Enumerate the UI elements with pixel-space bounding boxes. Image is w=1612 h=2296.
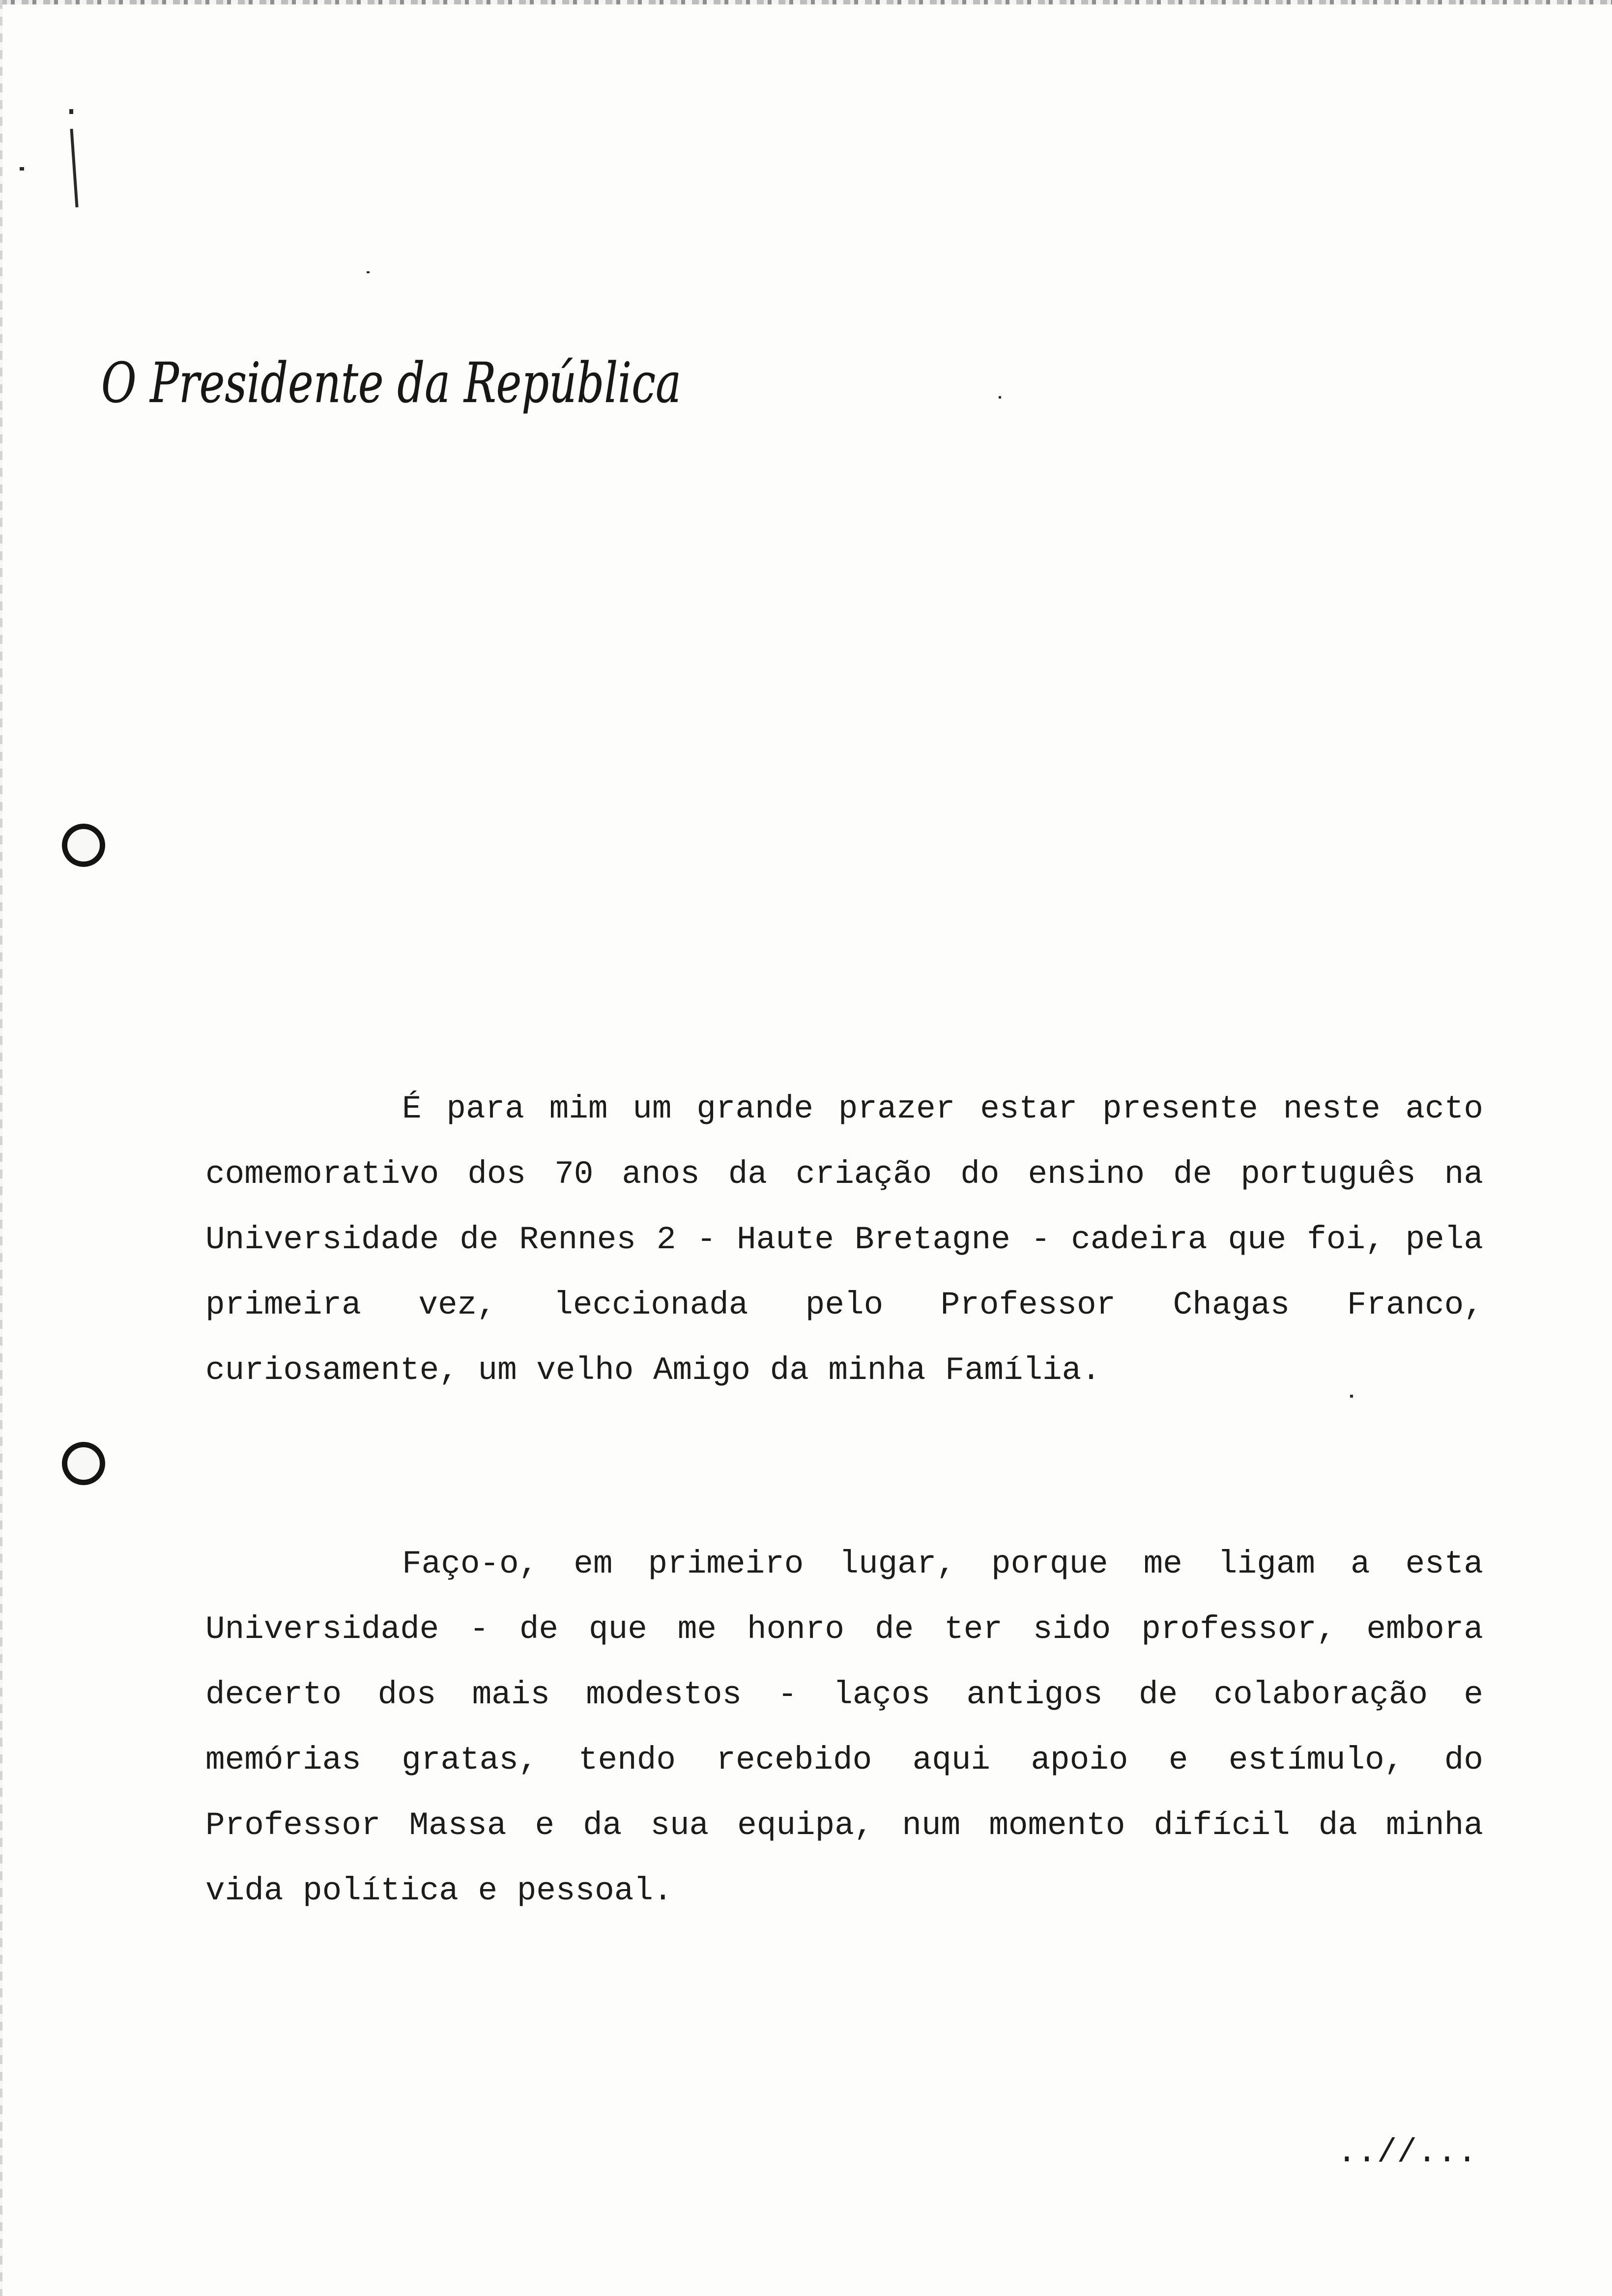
paragraph-text: É para mim um grande prazer estar presente neste acto comemorativo dos 70 anos da criação do ensino de português na Universidade de Rennes 2 - Haute Bretagne - cadeira que foi, pela primeira vez, leccionada pelo Professor Chagas Franco, curiosamente, um velho Amigo da minha Família.: [205, 1091, 1483, 1389]
scan-mark: [367, 271, 370, 273]
scan-edge-left: [0, 0, 2, 2296]
body-paragraph-1: [205, 1076, 1483, 1403]
continuation-mark: ..//...: [1337, 2134, 1477, 2172]
paragraph-text: Faço-o, em primeiro lugar, porque me ligam a esta Universidade - de que me honro de ter sido professor, embora decerto dos mais modestos - laços antigos de colaboração e memórias gratas, tendo recebido aqui apoio e estímulo, do Professor Massa e da sua equipa, num momento difícil da minha vida política e pessoal.: [205, 1546, 1483, 1909]
letterhead-text: O Presidente da República: [101, 351, 681, 415]
punch-hole-upper: [62, 824, 105, 867]
scan-mark: [999, 396, 1001, 399]
scan-mark: [70, 129, 78, 207]
scan-mark: [69, 109, 73, 114]
letterhead-logo: [98, 344, 688, 432]
scan-mark: [20, 167, 24, 171]
punch-hole-lower: [62, 1442, 105, 1485]
scan-edge-top: [0, 0, 1612, 4]
body-paragraph-2: [205, 1531, 1483, 1923]
